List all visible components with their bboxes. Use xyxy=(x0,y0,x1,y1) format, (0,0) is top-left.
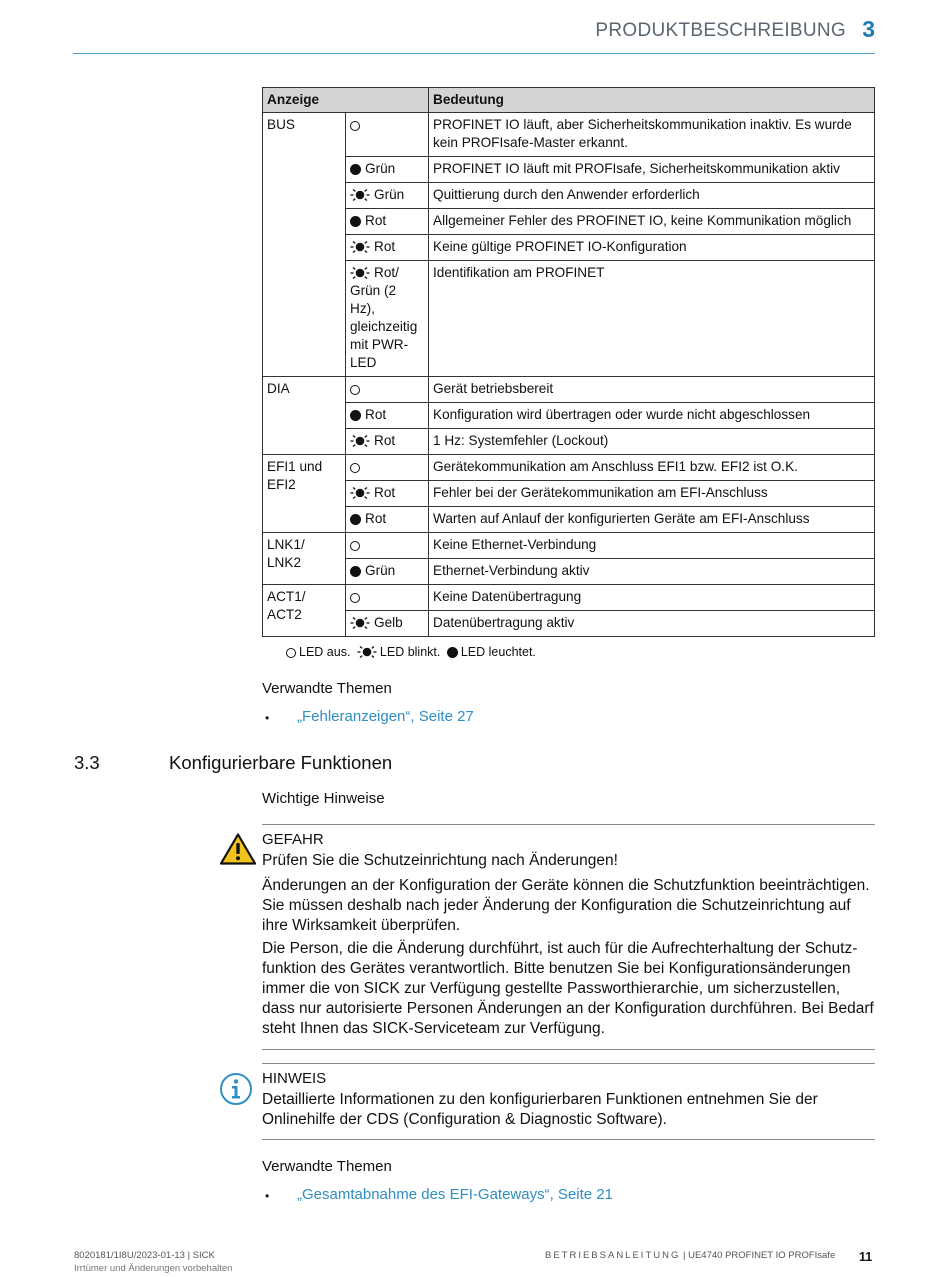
led-off-icon xyxy=(350,463,360,473)
led-state-cell xyxy=(346,611,429,637)
related-topics-title: Verwandte Themen xyxy=(262,680,392,697)
led-state-cell xyxy=(346,507,429,533)
led-state-cell xyxy=(346,261,429,377)
led-status-table xyxy=(262,87,875,637)
led-off-icon xyxy=(286,648,296,658)
led-meaning-cell: Gerät betriebsbereit xyxy=(429,377,875,403)
led-blink-icon xyxy=(350,189,370,201)
led-state-label: Rot xyxy=(365,213,387,228)
notice-bottom-rule xyxy=(262,1139,875,1140)
notice-label: HINWEIS xyxy=(262,1070,327,1087)
led-state-label: Rot xyxy=(374,239,396,254)
led-meaning-cell: Gerätekommunikation am Anschluss EFI1 bzw. EFI2 ist O.K. xyxy=(429,455,875,481)
table-row xyxy=(263,403,875,429)
led-off-icon xyxy=(350,121,360,131)
table-row xyxy=(263,481,875,507)
table-row xyxy=(263,507,875,533)
danger-headline: Prüfen Sie die Schutzeinrichtung nach Änderungen! xyxy=(262,852,618,869)
led-off-icon xyxy=(350,385,360,395)
footer-product: | UE4740 PROFINET IO PROFIsafe xyxy=(683,1250,836,1261)
led-meaning-cell: Datenübertragung aktiv xyxy=(429,611,875,637)
led-state-cell xyxy=(346,585,429,611)
led-state-cell xyxy=(346,377,429,403)
table-row xyxy=(263,377,875,403)
bullet: • xyxy=(265,711,270,725)
led-meaning-cell: PROFINET IO läuft mit PROFIsafe, Sicherheitskommunikation aktiv xyxy=(429,157,875,183)
led-state-cell xyxy=(346,481,429,507)
led-on-icon xyxy=(350,514,361,525)
led-meaning-cell: Keine gültige PROFINET IO-Konfiguration xyxy=(429,235,875,261)
table-row xyxy=(263,455,875,481)
led-blink-icon xyxy=(350,267,370,279)
led-state-label: Rot/ Grün (2 Hz), gleichzeitig mit PWR-LED xyxy=(350,265,418,370)
footer-document-id: 8020181/1I8U/2023-01-13 | SICK xyxy=(74,1250,215,1261)
led-state-label: Grün xyxy=(374,187,405,202)
led-blink-icon xyxy=(350,241,370,253)
led-state-label: Grün xyxy=(365,161,396,176)
important-notes-title: Wichtige Hinweise xyxy=(262,790,385,807)
led-legend xyxy=(286,645,536,659)
led-name-cell: EFI1 und EFI2 xyxy=(263,455,346,533)
header-meaning: Bedeutung xyxy=(429,88,875,113)
led-name-cell: BUS xyxy=(263,113,346,377)
footer-disclaimer: Irrtümer und Änderungen vorbehalten xyxy=(74,1263,233,1274)
legend-off-text: LED aus. xyxy=(299,645,351,659)
led-blink-icon xyxy=(350,617,370,629)
danger-label: GEFAHR xyxy=(262,831,324,848)
led-state-cell xyxy=(346,113,429,157)
table-row xyxy=(263,429,875,455)
led-state-label: Rot xyxy=(365,407,387,422)
led-name-cell: ACT1/ ACT2 xyxy=(263,585,346,637)
chapter-number: 3 xyxy=(862,16,875,42)
led-state-cell xyxy=(346,559,429,585)
led-blink-icon xyxy=(350,487,370,499)
led-state-cell xyxy=(346,235,429,261)
page-number: 11 xyxy=(859,1250,873,1264)
table-row xyxy=(263,235,875,261)
led-blink-icon xyxy=(357,646,377,658)
led-on-icon xyxy=(447,647,458,658)
footer-manual: BETRIEBSANLEITUNG xyxy=(545,1250,681,1261)
header-display: Anzeige xyxy=(263,88,429,113)
table-row xyxy=(263,261,875,377)
led-blink-icon xyxy=(350,435,370,447)
led-state-label: Gelb xyxy=(374,615,403,630)
led-state-cell xyxy=(346,455,429,481)
warning-triangle-icon xyxy=(219,832,257,871)
led-meaning-cell: Ethernet-Verbindung aktiv xyxy=(429,559,875,585)
danger-paragraph-1: Änderungen an der Konfiguration der Geräte können die Schutzfunktion beeinträchtigen. Sie müssen deshalb nach jeder Änderung der Konfiguration die Schutzeinrichtung auf ihre Wirksamkeit überprüfen. xyxy=(262,877,870,934)
led-state-cell xyxy=(346,183,429,209)
danger-bottom-rule xyxy=(262,1049,875,1050)
led-name-cell: DIA xyxy=(263,377,346,455)
led-state-label: Rot xyxy=(374,433,396,448)
header-divider xyxy=(73,53,875,54)
led-meaning-cell: Warten auf Anlauf der konfigurierten Geräte am EFI-Anschluss xyxy=(429,507,875,533)
table-row xyxy=(263,585,875,611)
led-meaning-cell: 1 Hz: Systemfehler (Lockout) xyxy=(429,429,875,455)
table-row xyxy=(263,157,875,183)
info-icon xyxy=(219,1072,253,1111)
led-state-label: Rot xyxy=(374,485,396,500)
led-meaning-cell: Identifikation am PROFINET xyxy=(429,261,875,377)
footer-manual-title xyxy=(545,1250,835,1261)
led-meaning-cell: Keine Ethernet-Verbindung xyxy=(429,533,875,559)
led-off-icon xyxy=(350,541,360,551)
table-row xyxy=(263,611,875,637)
led-state-cell xyxy=(346,533,429,559)
bullet: • xyxy=(265,1189,270,1203)
led-state-cell xyxy=(346,209,429,235)
led-on-icon xyxy=(350,566,361,577)
table-row xyxy=(263,209,875,235)
table-header-row xyxy=(263,88,875,113)
legend-on-text: LED leuchtet. xyxy=(460,645,536,659)
table-row xyxy=(263,113,875,157)
notice-top-rule xyxy=(262,1063,875,1064)
led-meaning-cell: Quittierung durch den Anwender erforderlich xyxy=(429,183,875,209)
link-fehleranzeigen[interactable]: „Fehleranzeigen“, Seite 27 xyxy=(297,708,474,725)
led-meaning-cell: Fehler bei der Gerätekommunikation am EFI-Anschluss xyxy=(429,481,875,507)
led-name-cell: LNK1/ LNK2 xyxy=(263,533,346,585)
table-row xyxy=(263,183,875,209)
led-on-icon xyxy=(350,410,361,421)
led-meaning-cell: Konfiguration wird übertragen oder wurde nicht abgeschlossen xyxy=(429,403,875,429)
chapter-title: PRODUKTBESCHREIBUNG xyxy=(595,20,846,41)
led-meaning-cell: Allgemeiner Fehler des PROFINET IO, keine Kommunikation möglich xyxy=(429,209,875,235)
led-off-icon xyxy=(350,593,360,603)
link-gesamtabnahme[interactable]: „Gesamtabnahme des EFI-Gateways“, Seite 21 xyxy=(297,1186,613,1203)
led-on-icon xyxy=(350,164,361,175)
table-row xyxy=(263,533,875,559)
led-on-icon xyxy=(350,216,361,227)
notice-text: Detaillierte Informationen zu den konfigurierbaren Funktionen entnehmen Sie der Onlinehilfe der CDS (Configuration & Diagnostic Software). xyxy=(262,1091,818,1128)
led-state-cell xyxy=(346,157,429,183)
danger-top-rule xyxy=(262,824,875,825)
table-row xyxy=(263,559,875,585)
related-topics-title-2: Verwandte Themen xyxy=(262,1158,392,1175)
legend-blink-text: LED blinkt. xyxy=(379,645,441,659)
led-meaning-cell: PROFINET IO läuft, aber Sicherheitskommunikation inaktiv. Es wurde kein PROFIsafe-Master erkannt. xyxy=(429,113,875,157)
led-state-label: Rot xyxy=(365,511,387,526)
danger-paragraph-2: Die Person, die die Änderung durchführt, ist auch für die Aufrechterhaltung der Schutzfunktion des Gerätes verantwortlich. Bitte benutzen Sie bei Konfigurationsänderungen immer die von SICK zur Verfügung gestellte Passworthierarchie, um sicherzustellen, dass nur autorisierte Personen Änderungen an der Konfiguration durchführen. Bei Bedarf steht Ihnen das SICK-Serviceteam zur Verfügung. xyxy=(262,940,874,1037)
led-state-cell xyxy=(346,429,429,455)
section-title: Konfigurierbare Funktionen xyxy=(169,752,393,773)
section-number: 3.3 xyxy=(74,752,100,773)
led-state-cell xyxy=(346,403,429,429)
led-meaning-cell: Keine Datenübertragung xyxy=(429,585,875,611)
led-state-label: Grün xyxy=(365,563,396,578)
